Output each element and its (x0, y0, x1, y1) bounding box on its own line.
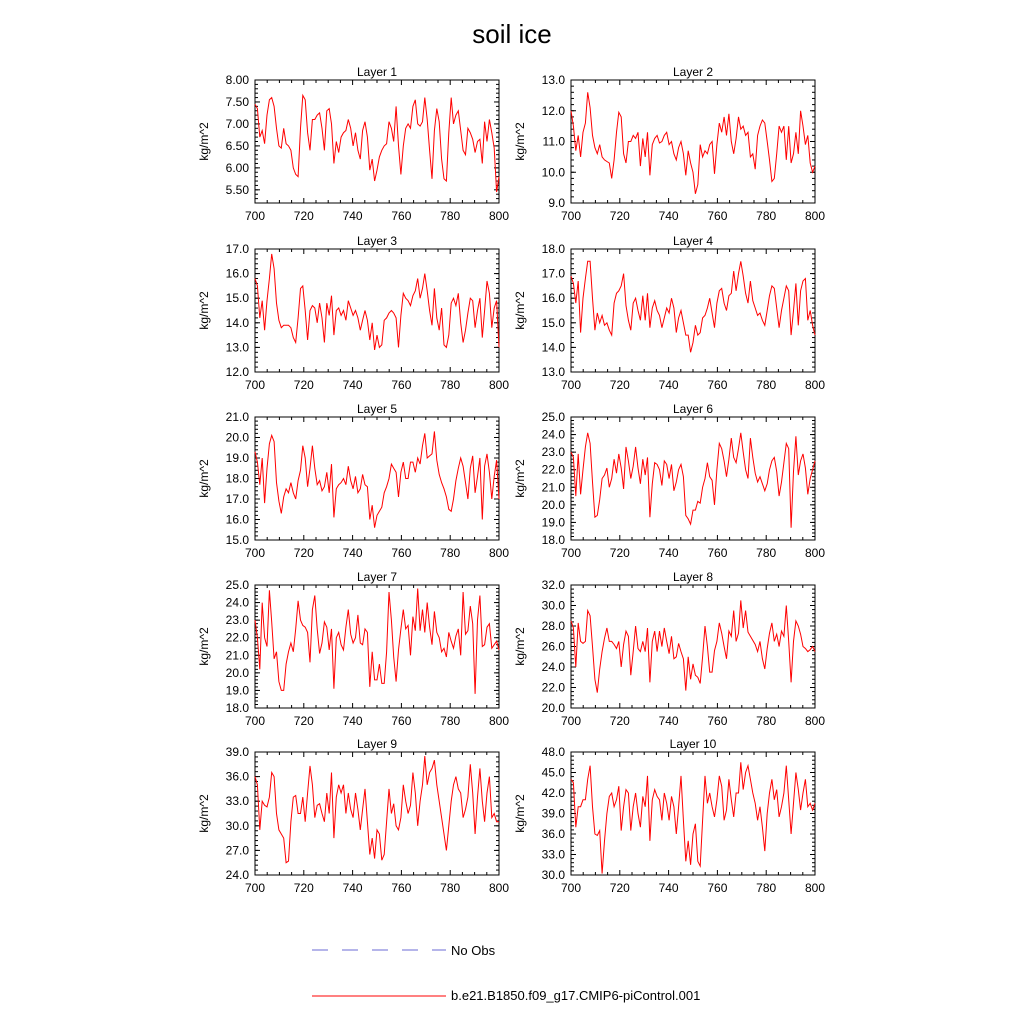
panel-title: Layer 8 (672, 570, 714, 584)
y-tick-label: 36.0 (541, 827, 565, 841)
panel-layer-9 (197, 737, 509, 895)
y-tick-label: 42.0 (541, 786, 565, 800)
x-tick-label: 700 (244, 881, 266, 895)
x-tick-label: 800 (804, 881, 826, 895)
x-tick-label: 700 (244, 546, 266, 560)
y-axis-label: kg/m^2 (197, 794, 211, 833)
x-tick-label: 800 (488, 881, 510, 895)
panel-title: Layer 4 (672, 234, 714, 248)
y-tick-label: 12.0 (225, 365, 249, 379)
series-line (255, 254, 499, 350)
y-tick-label: 6.00 (225, 160, 249, 175)
x-tick-label: 760 (707, 546, 728, 560)
panel-title: Layer 1 (356, 65, 398, 79)
x-tick-label: 720 (293, 881, 314, 895)
x-tick-label: 780 (440, 209, 461, 223)
y-tick-label: 22.0 (541, 462, 565, 477)
legend-model-label: b.e21.B1850.f09_g17.CMIP6-piControl.001 (451, 988, 701, 1003)
y-tick-label: 20.0 (541, 701, 565, 715)
panel-grid (197, 65, 825, 895)
y-tick-label: 45.0 (541, 765, 565, 780)
x-tick-label: 700 (244, 378, 266, 392)
x-tick-label: 780 (440, 714, 461, 728)
y-tick-label: 19.0 (225, 451, 249, 465)
y-tick-label: 30.0 (225, 818, 249, 833)
y-tick-label: 39.0 (541, 806, 565, 821)
panel-title: Layer 7 (356, 570, 398, 584)
y-tick-label: 15.0 (225, 533, 249, 547)
x-tick-label: 740 (658, 209, 679, 223)
y-axis-label: kg/m^2 (197, 122, 211, 161)
y-tick-label: 39.0 (225, 745, 249, 759)
plot-frame (255, 417, 499, 540)
x-tick-label: 800 (804, 209, 826, 223)
y-tick-label: 8.00 (225, 73, 249, 87)
x-tick-label: 740 (342, 714, 363, 728)
x-tick-label: 760 (391, 209, 412, 223)
x-tick-label: 700 (560, 209, 582, 223)
series-line (255, 756, 499, 863)
y-tick-label: 21.0 (541, 480, 565, 495)
y-tick-label: 25.0 (541, 410, 565, 424)
y-tick-label: 18.0 (225, 701, 249, 715)
plot-frame (571, 249, 815, 372)
y-axis-label: kg/m^2 (513, 122, 527, 161)
y-tick-label: 24.0 (225, 595, 249, 610)
legend (312, 943, 700, 1003)
panel-layer-7 (197, 570, 509, 728)
y-tick-label: 14.0 (541, 340, 565, 355)
y-tick-label: 15.0 (541, 315, 565, 330)
x-tick-label: 780 (440, 546, 461, 560)
y-tick-label: 33.0 (541, 847, 565, 862)
y-tick-label: 19.0 (541, 515, 565, 530)
y-tick-label: 33.0 (225, 794, 249, 809)
x-tick-label: 720 (293, 546, 314, 560)
x-tick-label: 740 (658, 714, 679, 728)
y-tick-label: 24.0 (225, 868, 249, 882)
y-tick-label: 14.0 (225, 315, 249, 330)
x-tick-label: 800 (804, 714, 826, 728)
x-tick-label: 740 (342, 378, 363, 392)
y-tick-label: 13.0 (225, 340, 249, 355)
y-tick-label: 26.0 (541, 639, 565, 654)
y-tick-label: 18.0 (225, 471, 249, 486)
y-tick-label: 24.0 (541, 427, 565, 442)
y-axis-label: kg/m^2 (197, 459, 211, 498)
x-tick-label: 780 (440, 881, 461, 895)
series-line (255, 431, 499, 527)
panel-title: Layer 5 (356, 402, 398, 416)
x-tick-label: 800 (488, 546, 510, 560)
y-tick-label: 32.0 (541, 578, 565, 592)
y-tick-label: 12.0 (541, 103, 565, 118)
series-line (571, 92, 815, 194)
y-tick-label: 16.0 (225, 512, 249, 527)
x-tick-label: 760 (707, 881, 728, 895)
y-tick-label: 19.0 (225, 683, 249, 698)
x-tick-label: 780 (756, 546, 777, 560)
x-tick-label: 800 (488, 209, 510, 223)
series-line (571, 762, 815, 873)
x-tick-label: 740 (658, 881, 679, 895)
x-tick-label: 780 (440, 378, 461, 392)
x-tick-label: 800 (804, 378, 826, 392)
x-tick-label: 700 (560, 546, 582, 560)
panel-title: Layer 10 (669, 737, 717, 751)
x-tick-label: 760 (707, 714, 728, 728)
panel-layer-8 (513, 570, 825, 728)
y-axis-label: kg/m^2 (197, 291, 211, 330)
plot-frame (571, 80, 815, 203)
x-tick-label: 720 (609, 714, 630, 728)
panel-layer-6 (513, 402, 825, 560)
y-tick-label: 16.0 (225, 266, 249, 281)
x-tick-label: 700 (244, 714, 266, 728)
x-tick-label: 720 (609, 378, 630, 392)
y-tick-label: 30.0 (541, 598, 565, 613)
panel-layer-2 (513, 65, 825, 223)
y-axis-label: kg/m^2 (513, 627, 527, 666)
y-tick-label: 18.0 (541, 533, 565, 547)
y-tick-label: 24.0 (541, 660, 565, 674)
figure-title: soil ice (472, 19, 552, 49)
panel-layer-3 (197, 234, 509, 392)
x-tick-label: 780 (756, 714, 777, 728)
panel-layer-10 (513, 737, 825, 895)
panel-layer-1 (197, 65, 509, 223)
x-tick-label: 740 (342, 546, 363, 560)
panel-title: Layer 3 (356, 234, 398, 248)
panel-layer-4 (513, 234, 825, 392)
x-tick-label: 740 (342, 881, 363, 895)
x-tick-label: 700 (560, 378, 582, 392)
x-tick-label: 800 (488, 378, 510, 392)
x-tick-label: 720 (609, 881, 630, 895)
legend-no-obs-label: No Obs (451, 943, 496, 958)
y-tick-label: 27.0 (225, 843, 249, 858)
x-tick-label: 740 (342, 209, 363, 223)
x-tick-label: 780 (756, 881, 777, 895)
x-tick-label: 740 (658, 546, 679, 560)
x-tick-label: 780 (756, 209, 777, 223)
y-tick-label: 13.0 (541, 73, 565, 87)
x-tick-label: 720 (293, 209, 314, 223)
y-tick-label: 23.0 (541, 445, 565, 460)
panel-title: Layer 9 (356, 737, 398, 751)
x-tick-label: 760 (391, 546, 412, 560)
y-tick-label: 28.0 (541, 619, 565, 633)
y-tick-label: 20.0 (225, 430, 249, 445)
series-line (255, 95, 499, 192)
plot-frame (255, 249, 499, 372)
y-tick-label: 5.50 (225, 182, 249, 197)
y-axis-label: kg/m^2 (513, 291, 527, 330)
y-tick-label: 13.0 (541, 365, 565, 379)
y-tick-label: 11.0 (542, 134, 565, 149)
y-tick-label: 18.0 (541, 242, 565, 256)
y-tick-label: 36.0 (225, 769, 249, 784)
x-tick-label: 780 (756, 378, 777, 392)
x-tick-label: 800 (488, 714, 510, 728)
series-line (571, 261, 815, 352)
plot-frame (571, 585, 815, 708)
y-tick-label: 22.0 (225, 630, 249, 645)
x-tick-label: 700 (560, 714, 582, 728)
y-tick-label: 17.0 (225, 242, 249, 256)
series-line (255, 589, 499, 694)
x-tick-label: 720 (293, 714, 314, 728)
panel-title: Layer 6 (672, 402, 714, 416)
x-tick-label: 740 (658, 378, 679, 392)
y-tick-label: 17.0 (225, 492, 249, 506)
y-axis-label: kg/m^2 (197, 627, 211, 666)
x-tick-label: 720 (293, 378, 314, 392)
x-tick-label: 760 (391, 881, 412, 895)
y-tick-label: 21.0 (225, 648, 249, 663)
y-tick-label: 20.0 (225, 665, 249, 680)
series-line (571, 600, 815, 692)
y-tick-label: 7.50 (225, 94, 249, 109)
y-axis-label: kg/m^2 (513, 794, 527, 833)
y-tick-label: 22.0 (541, 680, 565, 695)
panel-layer-5 (197, 402, 509, 560)
y-tick-label: 25.0 (225, 578, 249, 592)
y-tick-label: 6.50 (225, 138, 249, 153)
panel-title: Layer 2 (672, 65, 714, 79)
y-tick-label: 21.0 (225, 410, 249, 424)
x-tick-label: 700 (244, 209, 266, 223)
y-tick-label: 17.0 (541, 266, 565, 281)
x-tick-label: 800 (804, 546, 826, 560)
series-line (571, 433, 815, 528)
y-tick-label: 10.0 (541, 165, 565, 180)
y-tick-label: 7.00 (225, 116, 249, 131)
y-tick-label: 30.0 (541, 868, 565, 882)
y-tick-label: 23.0 (225, 613, 249, 628)
x-tick-label: 760 (707, 378, 728, 392)
y-tick-label: 15.0 (225, 291, 249, 306)
x-tick-label: 760 (391, 378, 412, 392)
x-tick-label: 700 (560, 881, 582, 895)
y-tick-label: 20.0 (541, 497, 565, 512)
y-tick-label: 48.0 (541, 745, 565, 759)
x-tick-label: 760 (391, 714, 412, 728)
x-tick-label: 720 (609, 546, 630, 560)
x-tick-label: 720 (609, 209, 630, 223)
y-axis-label: kg/m^2 (513, 459, 527, 498)
y-tick-label: 16.0 (541, 291, 565, 306)
x-tick-label: 760 (707, 209, 728, 223)
plot-frame (571, 417, 815, 540)
y-tick-label: 9.0 (548, 196, 565, 210)
